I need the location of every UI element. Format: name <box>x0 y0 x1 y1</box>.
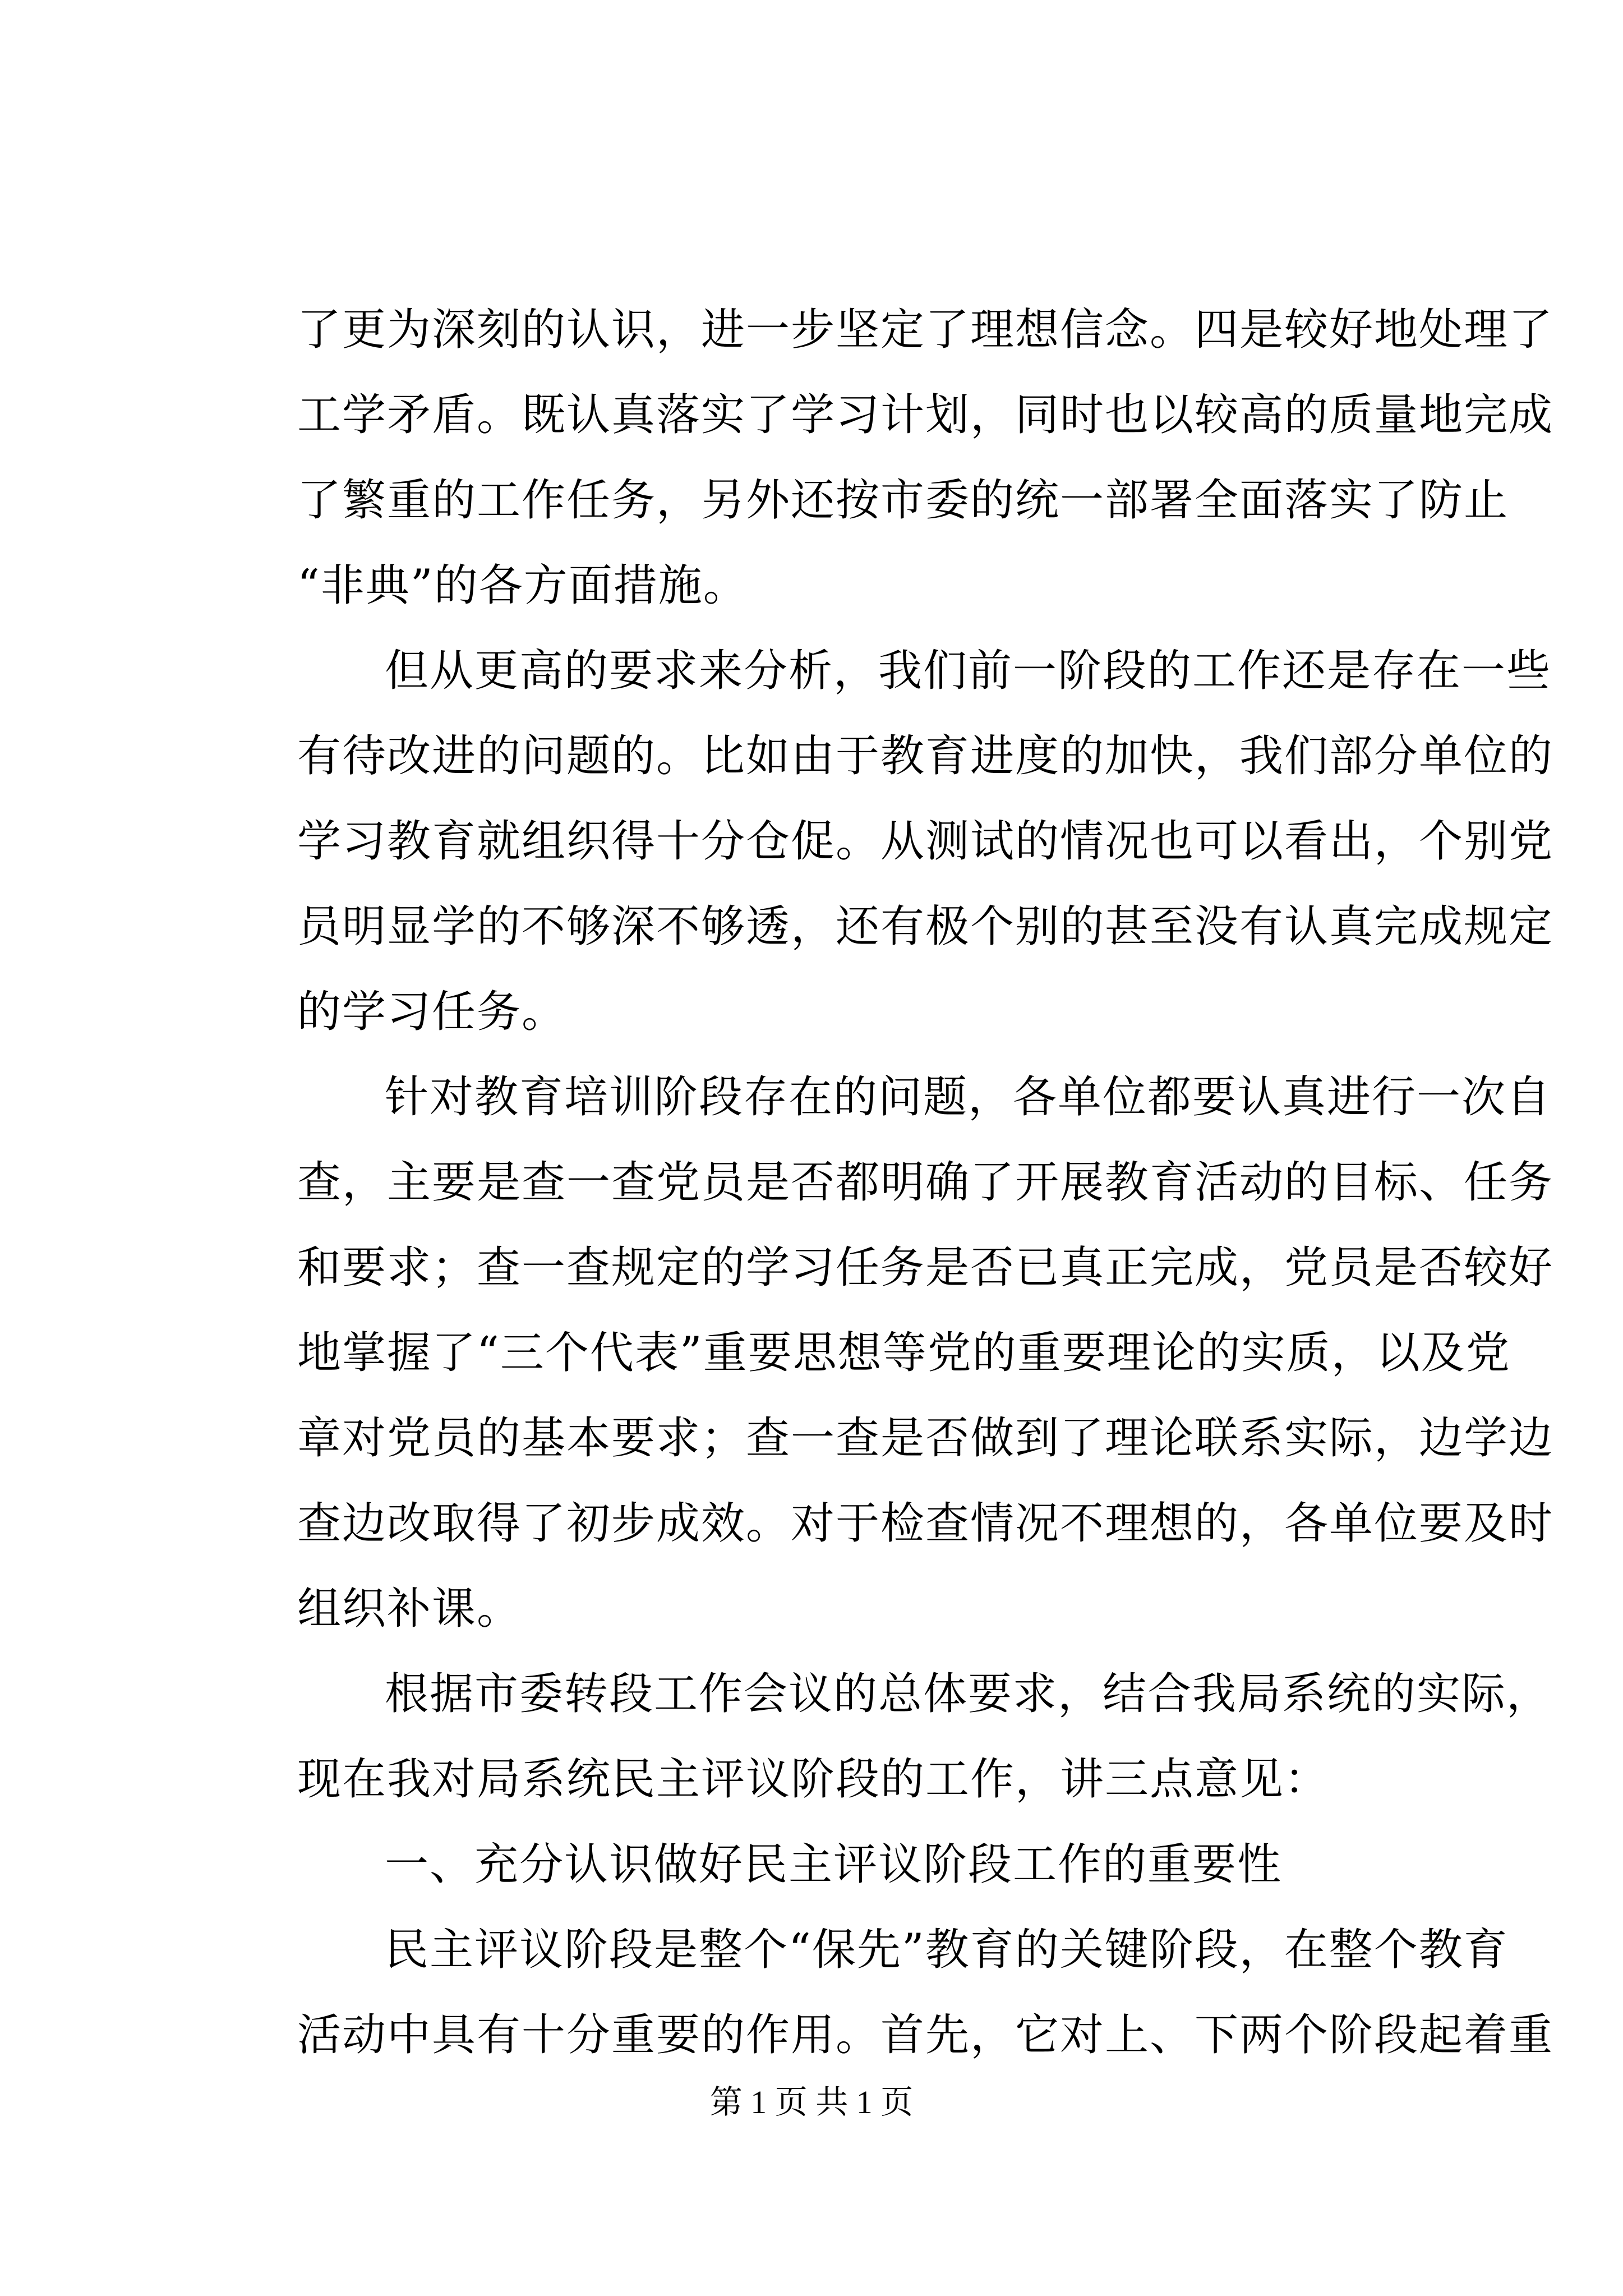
text-line: 针对教育培训阶段存在的问题，各单位都要认真进行一次自 <box>385 1072 1552 1122</box>
text-line: 但从更高的要求来分析，我们前一阶段的工作还是存在一些 <box>385 646 1552 696</box>
text-line: 地掌握了“三个代表”重要思想等党的重要理论的实质，以及党 <box>297 1328 1511 1378</box>
text-line: 现在我对局系统民主评议阶段的工作，讲三点意见： <box>297 1754 1330 1805</box>
text-line: 根据市委转段工作会议的总体要求，结合我局系统的实际， <box>385 1669 1552 1719</box>
text-line: 有待改进的问题的。比如由于教育进度的加快，我们部分单位的 <box>297 731 1554 781</box>
text-line: 活动中具有十分重要的作用。首先，它对上、下两个阶段起着重 <box>297 2010 1554 2060</box>
text-line: 了更为深刻的认识，进一步坚定了理想信念。四是较好地处理了 <box>297 305 1554 355</box>
text-line: 组织补课。 <box>297 1584 522 1634</box>
text-line: 一、充分认识做好民主评议阶段工作的重要性 <box>385 1839 1283 1890</box>
text-line: 工学矛盾。既认真落实了学习计划，同时也以较高的质量地完成 <box>297 390 1554 440</box>
text-line: 和要求；查一查规定的学习任务是否已真正完成，党员是否较好 <box>297 1243 1554 1293</box>
document-body <box>297 287 1554 2078</box>
page-footer: 第 1 页 共 1 页 <box>709 2084 914 2120</box>
text-line: 了繁重的工作任务，另外还按市委的统一部署全面落实了防止 <box>297 475 1509 526</box>
text-line: 查边改取得了初步成效。对于检查情况不理想的，各单位要及时 <box>297 1498 1554 1549</box>
text-line: 学习教育就组织得十分仓促。从测试的情况也可以看出，个别党 <box>297 816 1554 867</box>
text-line: 查，主要是查一查党员是否都明确了开展教育活动的目标、任务 <box>297 1157 1554 1208</box>
text-line: 民主评议阶段是整个“保先”教育的关键阶段，在整个教育 <box>385 1925 1509 1975</box>
text-line: 员明显学的不够深不够透，还有极个别的甚至没有认真完成规定 <box>297 901 1554 952</box>
text-line: “非典”的各方面措施。 <box>297 560 748 611</box>
text-line: 的学习任务。 <box>297 987 567 1037</box>
text-line: 章对党员的基本要求；查一查是否做到了理论联系实际，边学边 <box>297 1413 1554 1464</box>
